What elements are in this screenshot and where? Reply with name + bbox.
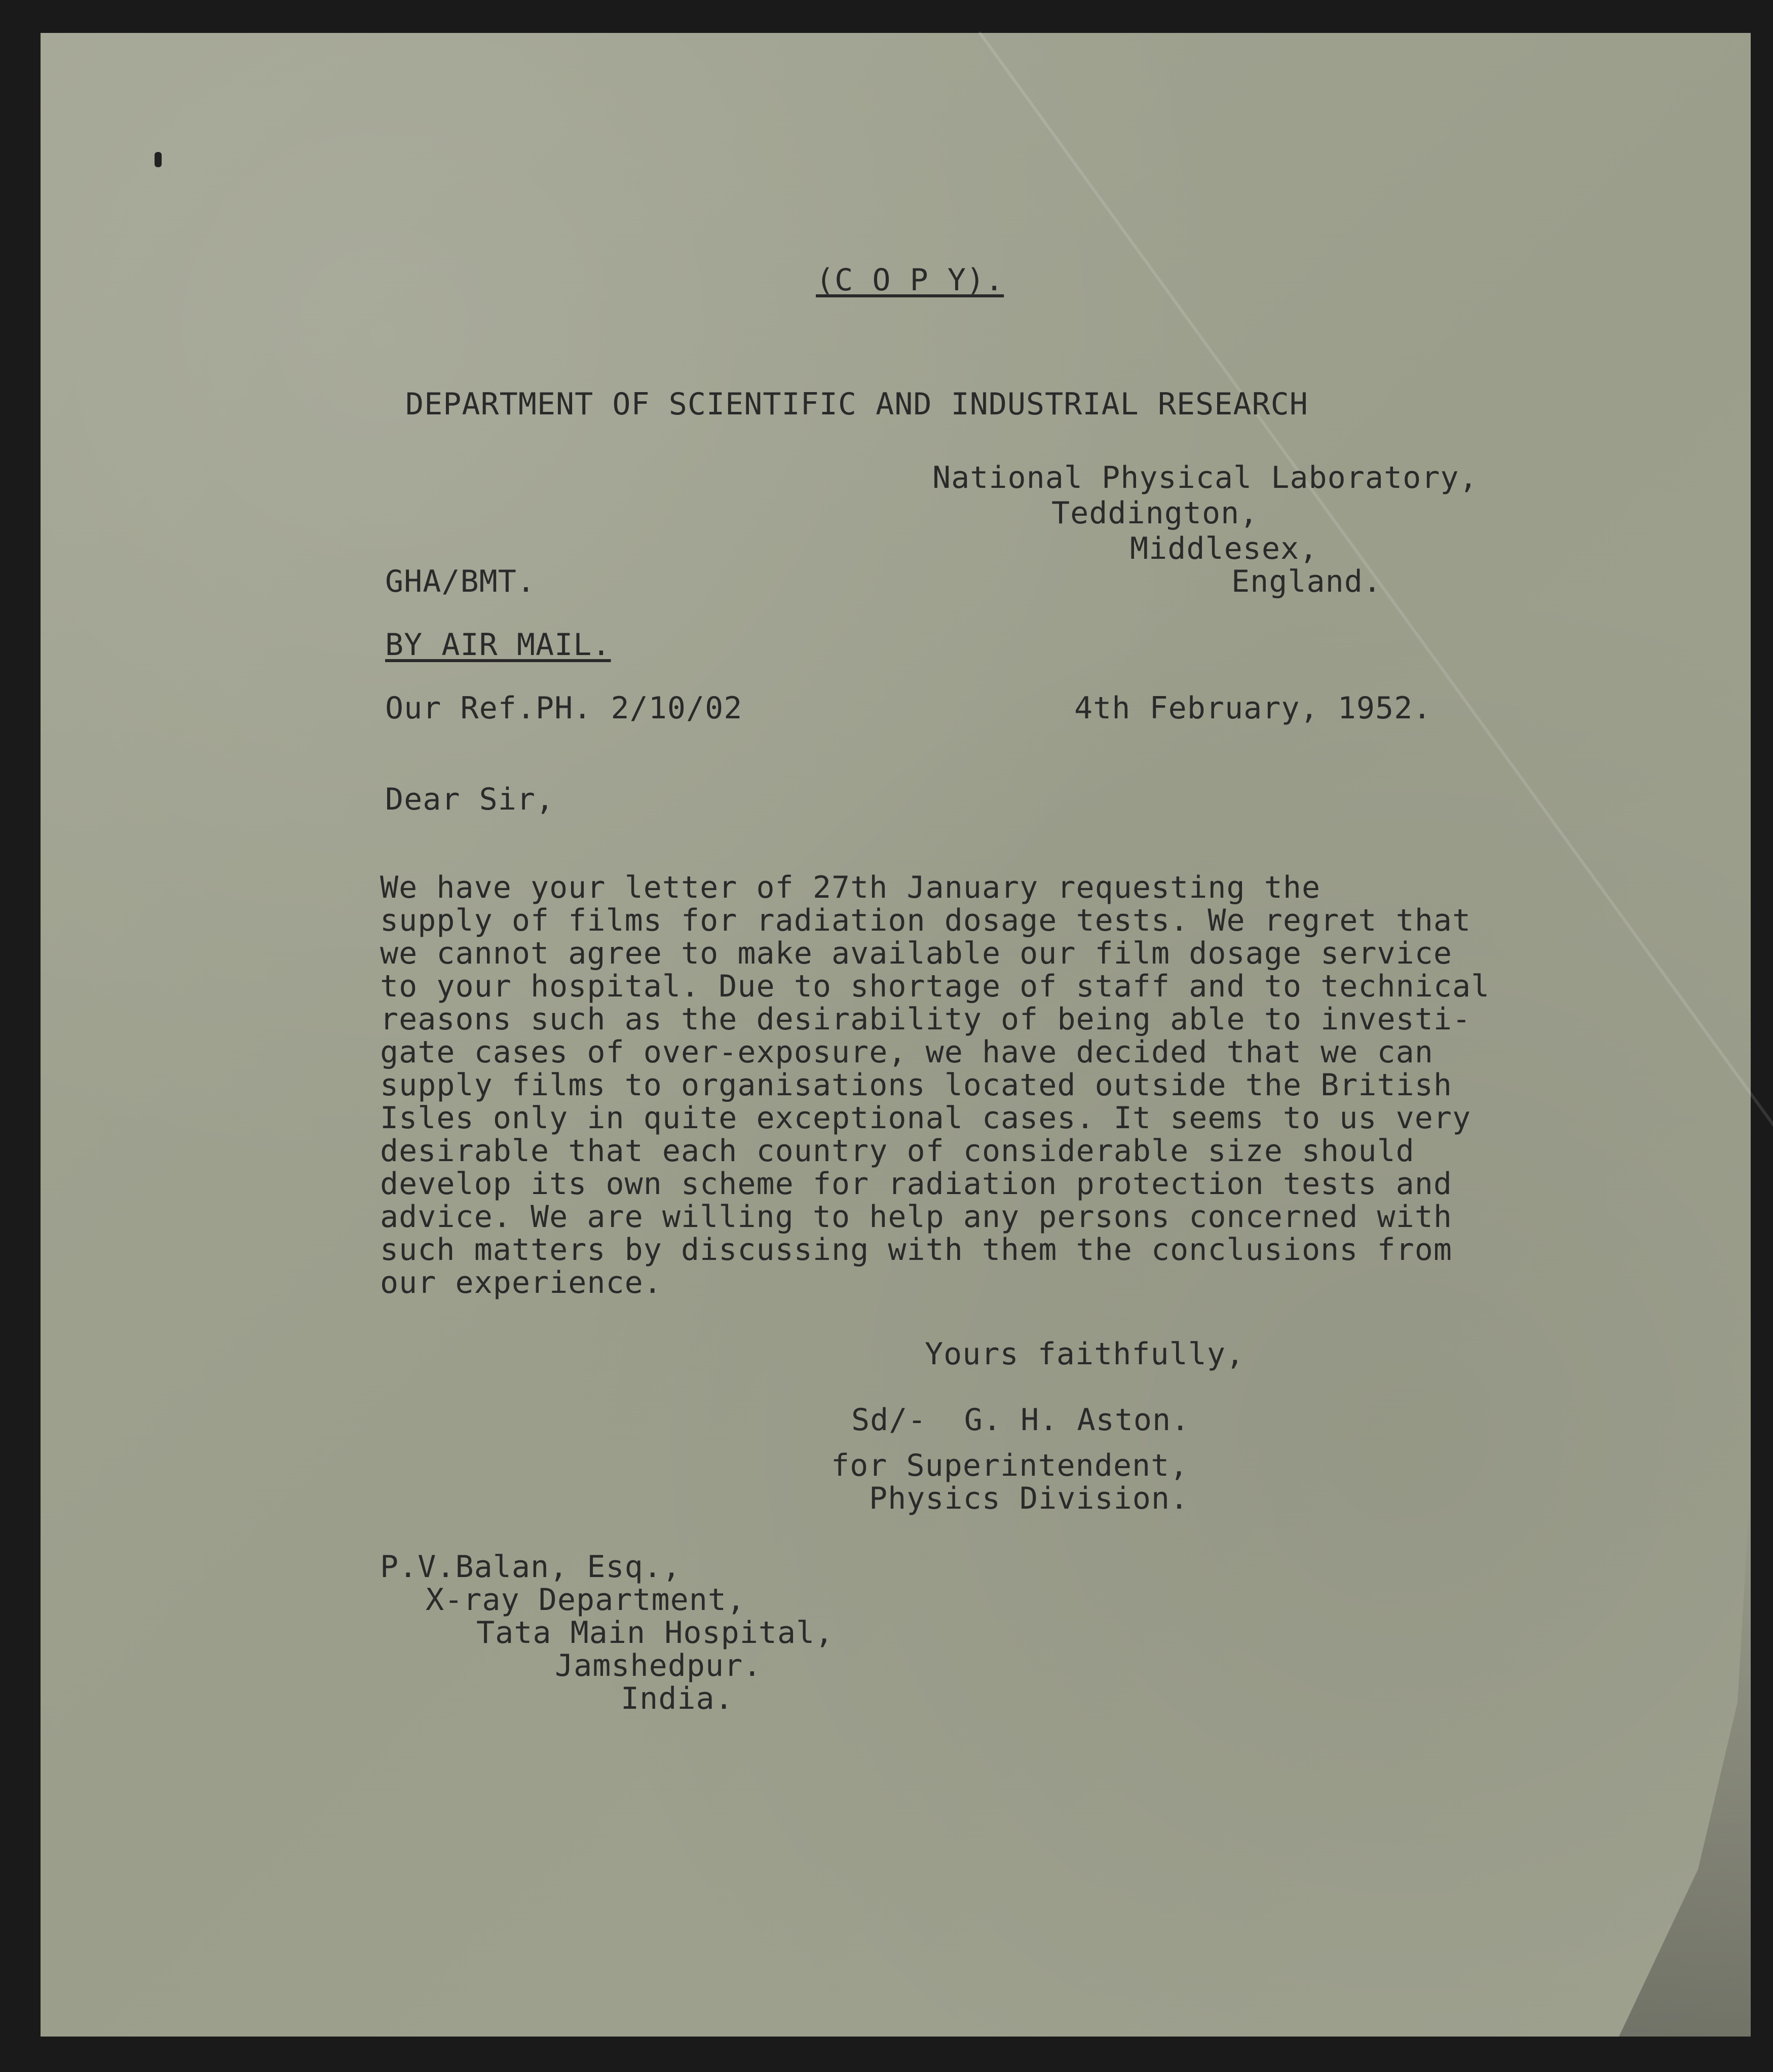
address-line-4: England. bbox=[1231, 564, 1382, 599]
recipient-line-5: India. bbox=[621, 1681, 734, 1716]
closing: Yours faithfully, bbox=[925, 1336, 1245, 1372]
address-line-3: Middlesex, bbox=[1130, 531, 1318, 566]
signatory-title-2: Physics Division. bbox=[869, 1481, 1189, 1516]
copy-label: (C O P Y). bbox=[816, 262, 1004, 298]
address-line-1: National Physical Laboratory, bbox=[932, 460, 1478, 495]
salutation: Dear Sir, bbox=[385, 782, 555, 817]
address-line-2: Teddington, bbox=[1051, 495, 1259, 531]
our-reference: Our Ref.PH. 2/10/02 bbox=[385, 690, 743, 726]
air-mail-label: BY AIR MAIL. bbox=[385, 627, 611, 663]
letter-body: We have your letter of 27th January requesting the supply of films for radiation dosage tests. We regret that we cannot agree to make available our film dosage service to your hospital. Due to shortage of staff and to technical reasons such as the desirability of being able to investi- gate cases of over-exposure, we have decided that we can supply films to organisations located outside the British Isles only in quite exceptional cases. It seems to us very desirable that each country of considerable size should develop its own scheme for radiation protection tests and advice. We are willing to help any persons concerned with such matters by discussing with them the conclusions from our experience. bbox=[380, 870, 1490, 1300]
torn-edge bbox=[1619, 1479, 1751, 2037]
letter-date: 4th February, 1952. bbox=[1074, 690, 1432, 726]
recipient-line-1: P.V.Balan, Esq., bbox=[380, 1549, 681, 1585]
letter-page bbox=[41, 33, 1751, 2037]
recipient-line-3: Tata Main Hospital, bbox=[476, 1615, 834, 1651]
recipient-line-2: X-ray Department, bbox=[426, 1582, 746, 1618]
initials: GHA/BMT. bbox=[385, 564, 536, 599]
department-heading: DEPARTMENT OF SCIENTIFIC AND INDUSTRIAL RESEARCH bbox=[405, 387, 1308, 422]
signature: Sd/- G. H. Aston. bbox=[851, 1402, 1190, 1438]
ink-mark bbox=[155, 152, 162, 167]
signatory-title-1: for Superintendent, bbox=[831, 1448, 1189, 1483]
recipient-line-4: Jamshedpur. bbox=[555, 1648, 762, 1683]
